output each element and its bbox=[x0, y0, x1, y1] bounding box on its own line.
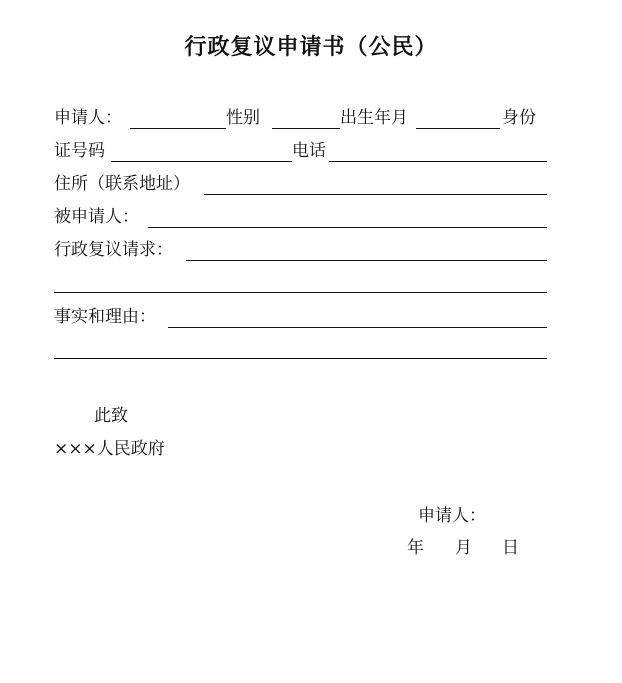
recipient: ×××人民政府 bbox=[54, 439, 165, 459]
request-label: 行政复议请求： bbox=[54, 240, 173, 260]
row-respondent bbox=[54, 205, 547, 229]
address-label: 住所（联系地址） bbox=[54, 174, 190, 194]
id-number-field[interactable] bbox=[111, 161, 292, 162]
row-applicant bbox=[54, 106, 547, 130]
facts-field-line-2[interactable] bbox=[54, 358, 547, 359]
row-request bbox=[54, 238, 547, 262]
applicant-field[interactable] bbox=[130, 128, 226, 129]
request-field[interactable] bbox=[186, 260, 547, 261]
gender-label: 性别 bbox=[226, 108, 260, 128]
request-field-line-2[interactable] bbox=[54, 292, 547, 293]
page-title: 行政复议申请书（公民） bbox=[184, 35, 438, 60]
row-address bbox=[54, 172, 547, 196]
gender-field[interactable] bbox=[272, 128, 340, 129]
signature-label: 申请人： bbox=[418, 506, 486, 526]
date-month: 月 bbox=[455, 538, 472, 558]
birth-label: 出生年月 bbox=[340, 108, 408, 128]
respondent-field[interactable] bbox=[148, 227, 547, 228]
facts-field[interactable] bbox=[168, 327, 547, 328]
salutation: 此致 bbox=[94, 406, 128, 426]
phone-label: 电话 bbox=[292, 141, 326, 161]
facts-label: 事实和理由： bbox=[54, 307, 156, 327]
address-field[interactable] bbox=[204, 194, 547, 195]
birth-field[interactable] bbox=[416, 128, 500, 129]
id-label-part2: 证号码 bbox=[54, 141, 105, 161]
date-year: 年 bbox=[407, 538, 424, 558]
row-facts bbox=[54, 305, 547, 329]
id-label-part1: 身份 bbox=[502, 108, 536, 128]
row-id-phone bbox=[54, 139, 547, 163]
respondent-label: 被申请人： bbox=[54, 207, 139, 227]
applicant-label: 申请人： bbox=[54, 108, 122, 128]
phone-field[interactable] bbox=[329, 161, 547, 162]
date-day: 日 bbox=[502, 538, 519, 558]
